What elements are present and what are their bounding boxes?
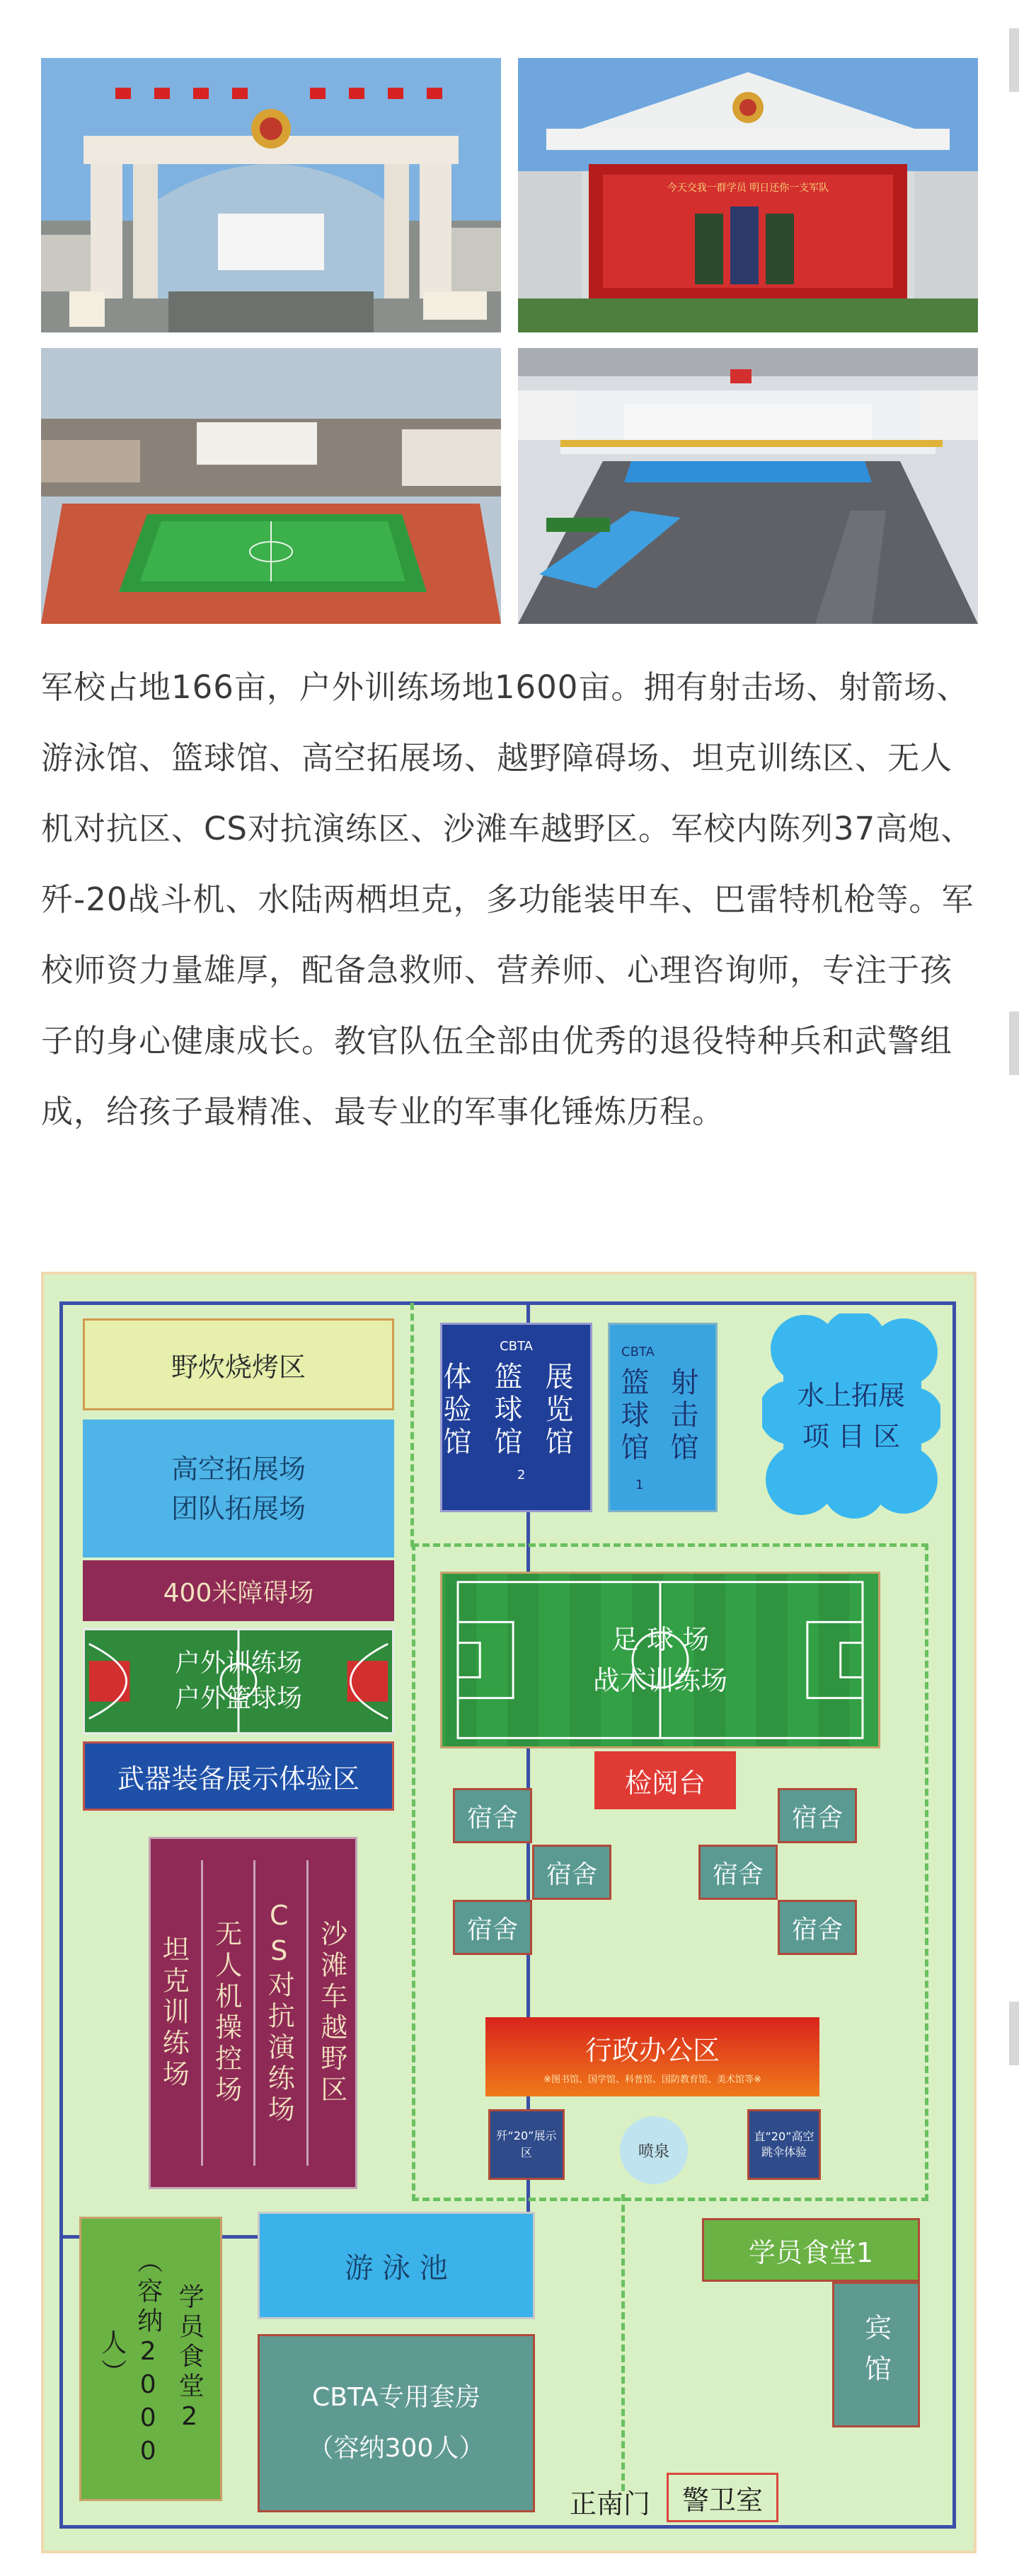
- zone-swimming-pool: 游 泳 池: [258, 2212, 535, 2319]
- zone-obstacle-course: 400米障碍场: [83, 1560, 394, 1621]
- map-dashed-path-vertical: [410, 1303, 414, 1547]
- zone-training-columns: 坦克训练场 无人机操控场 CS对抗演练场 沙滩车越野区: [149, 1837, 357, 2189]
- dorm-5: 宿舍: [698, 1845, 778, 1900]
- stage-banner-text: 今天交我一群学员 明日还你一支军队: [667, 182, 829, 194]
- dorm-4: 宿舍: [778, 1788, 857, 1843]
- dorm-6: 宿舍: [778, 1900, 857, 1955]
- zone-admin-office: 行政办公区 ※图书馆、国学馆、科普馆、国防教育馆、美术馆等※: [485, 2017, 819, 2096]
- scrollbar-thumb-low[interactable]: [1009, 2002, 1019, 2065]
- zone-canteen-1: 学员食堂1: [702, 2218, 920, 2282]
- zone-shooting-range: CBTA 篮球馆 1 射击馆: [608, 1323, 718, 1512]
- stage-photo: [518, 58, 978, 332]
- zone-halls-2: CBTA 体验馆 篮球馆 2 展览馆: [440, 1323, 592, 1512]
- guard-room: 警卫室: [667, 2473, 778, 2522]
- zone-j20-display: 歼“20”展示区: [488, 2109, 565, 2180]
- zone-weapons-display: 武器装备展示体验区: [83, 1741, 394, 1811]
- zone-review-stand: 检阅台: [594, 1751, 736, 1809]
- zone-z20-parachute: 直“20”高空跳伞体验: [747, 2109, 821, 2180]
- south-gate-label: 正南门: [569, 2488, 650, 2519]
- fountain: 喷泉: [620, 2116, 688, 2184]
- zone-guesthouse: 宾馆: [832, 2282, 920, 2427]
- school-gate-photo: [41, 58, 501, 332]
- zone-water-activities: 水上拓展 项 目 区: [762, 1313, 940, 1519]
- scrollbar-thumb-top[interactable]: [1009, 28, 1019, 92]
- zone-cbta-suites: CBTA专用套房 （容纳300人）: [258, 2334, 535, 2512]
- indoor-training-hall-photo: [518, 348, 978, 624]
- dorm-3: 宿舍: [453, 1900, 532, 1955]
- campus-map: [41, 1272, 977, 2553]
- sports-field-photo: [41, 348, 501, 624]
- dorm-1: 宿舍: [453, 1788, 532, 1843]
- zone-outdoor-basketball: 户外训练场 户外篮球场: [83, 1628, 394, 1734]
- dorm-2: 宿舍: [532, 1845, 611, 1900]
- zone-football-field: 足 球 场 战术训练场: [440, 1572, 880, 1748]
- scrollbar-thumb-mid[interactable]: [1009, 1011, 1019, 1075]
- map-dashed-path-south: [621, 2194, 625, 2491]
- zone-canteen-2: （容纳2000人） 学员食堂2: [79, 2217, 222, 2501]
- zone-bbq: 野炊烧烤区: [83, 1318, 394, 1410]
- zone-high-ropes: 高空拓展场 团队拓展场: [83, 1420, 394, 1557]
- intro-paragraph: 军校占地166亩，户外训练场地1600亩。拥有射击场、射箭场、游泳馆、篮球馆、高空拓展场、越野障碍场、坦克训练区、无人机对抗区、CS对抗演练区、沙滩车越野区。军校内陈列37高炮、歼-20战斗机、水陆两栖坦克，多功能装甲车、巴雷特机枪等。军校师资力量雄厚，配备急救师、营养师、心理咨询师，专注于孩子的身心健康成长。教官队伍全部由优秀的退役特种兵和武警组成，给孩子最精准、最专业的军事化锤炼历程。: [41, 668, 974, 1130]
